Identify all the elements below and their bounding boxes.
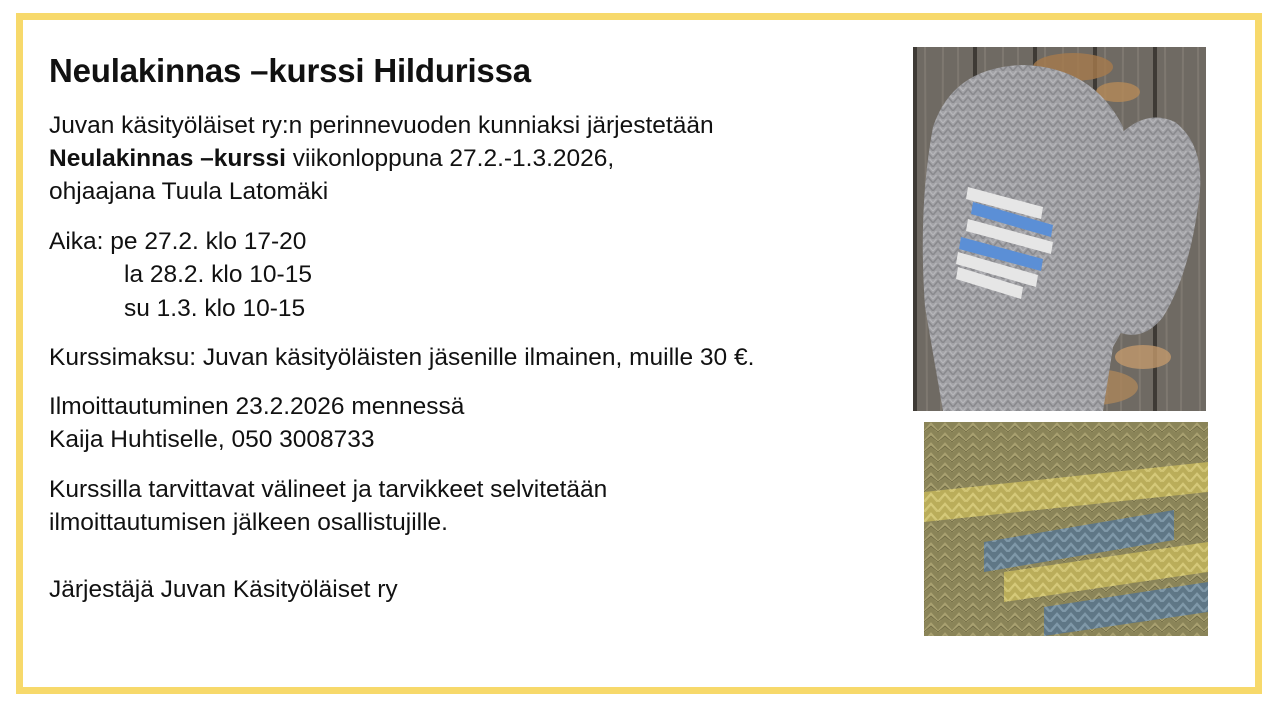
schedule-saturday: la 28.2. klo 10-15 — [124, 261, 312, 288]
intro-line-3: ohjaajana Tuula Latomäki — [49, 178, 329, 205]
registration-line-2: Kaija Huhtiselle, 050 3008733 — [49, 426, 375, 453]
schedule-sunday: su 1.3. klo 10-15 — [124, 295, 306, 322]
schedule-friday: Aika: pe 27.2. klo 17-20 — [49, 228, 307, 255]
organizer: Järjestäjä Juvan Käsityöläiset ry — [49, 576, 398, 603]
mitten-photo — [913, 47, 1206, 411]
course-dates: viikonloppuna 27.2.-1.3.2026, — [285, 145, 615, 172]
knit-closeup-photo — [924, 422, 1208, 636]
course-name: Neulakinnas –kurssi — [49, 145, 286, 172]
materials-line-2: ilmoittautumisen jälkeen osallistujille. — [49, 509, 448, 536]
poster-title: Neulakinnas –kurssi Hildurissa — [49, 52, 531, 89]
registration-line-1: Ilmoittautuminen 23.2.2026 mennessä — [49, 393, 465, 420]
course-fee: Kurssimaksu: Juvan käsityöläisten jäsenille ilmainen, muille 30 €. — [49, 344, 755, 371]
intro-line-2 — [49, 142, 614, 175]
materials-line-1: Kurssilla tarvittavat välineet ja tarvikkeet selvitetään — [49, 476, 608, 503]
intro-line-1: Juvan käsityöläiset ry:n perinnevuoden kunniaksi järjestetään — [49, 112, 714, 139]
